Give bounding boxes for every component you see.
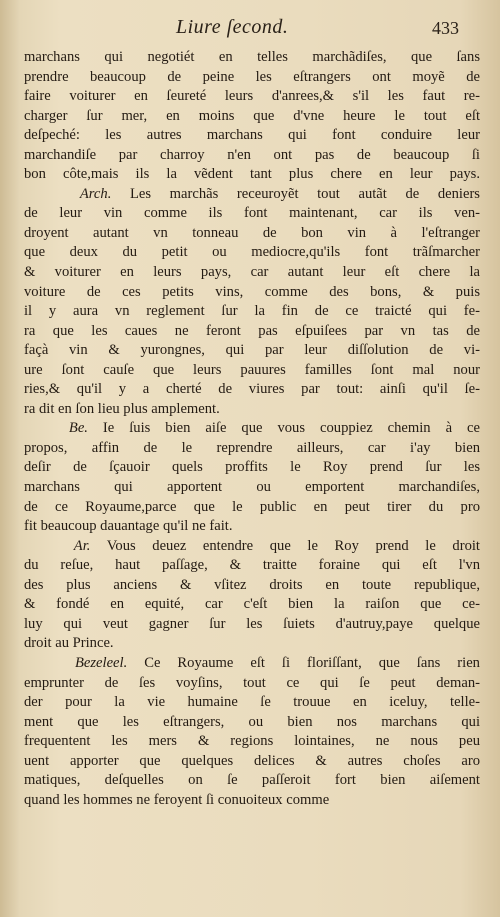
line-text: deſpeché: les autres marchans qui font conduire leur: [24, 127, 480, 144]
text-line: [24, 634, 480, 654]
text-line: [24, 107, 480, 127]
text-line: [24, 771, 480, 791]
text-line: [24, 87, 480, 107]
line-text: marchans qui negotiét en telles marchãdiſes, que ſans: [24, 49, 480, 65]
text-line: [24, 68, 480, 88]
line-text: ra que les caues ne feront pas eſpuiſees par vn tas de: [24, 322, 480, 339]
text-line: [24, 732, 480, 752]
text-line: [24, 556, 480, 576]
line-text: quand les hommes ne feroyent ſi conuoiteux comme: [24, 791, 330, 808]
line-text: frequentent les mers & regions lointaines, ne nous peu: [24, 733, 480, 750]
line-text: uent apporter que quelques delices & autres choſes aro: [24, 752, 480, 769]
line-text: des plus anciens & vſitez droits en toute republique,: [24, 576, 480, 593]
page-number: 433: [432, 18, 459, 38]
line-text: de ce Royaume,parce que le public en peut tirer du pro: [24, 498, 480, 515]
text-line: [24, 674, 480, 694]
line-text: que deux du petit ou mediocre,qu'ils font trãſmarcher: [24, 244, 480, 261]
line-text: droyent autant vn tonneau de bon vin à l'eſtranger: [24, 224, 480, 241]
line-text: prendre beaucoup de peine les eſtrangers ont moyẽ de: [24, 68, 480, 85]
line-text: il y aura vn reglement ſur la fin de ce traicté qui fe-: [24, 303, 480, 320]
text-line: [24, 713, 480, 733]
line-text: droit au Prince.: [24, 635, 114, 652]
line-text: & fondé en equité, car c'eſt bien la raiſon que ce-: [24, 596, 480, 613]
text-line: [24, 458, 480, 478]
speaker-label: Ar.: [24, 537, 91, 554]
text-line: [24, 419, 480, 439]
text-line: [24, 224, 480, 244]
text-line: [24, 537, 480, 557]
line-text: Vous deuez entendre que le Roy prend le droit: [90, 537, 480, 554]
line-text: marchandiſe par charroy n'en ont pas de beaucoup ſi: [24, 146, 480, 163]
text-line: [24, 400, 480, 420]
text-line: [24, 204, 480, 224]
text-line: [24, 752, 480, 772]
page-header: [0, 16, 500, 44]
line-text: Les marchãs receuroyẽt tout autãt de deniers: [111, 185, 480, 202]
text-line: [24, 517, 480, 537]
line-text: ure ſont cauſe que leurs pauures familles ſont mal nour: [24, 361, 480, 378]
text-line: [24, 146, 480, 166]
text-line: [24, 302, 480, 322]
text-line: [24, 439, 480, 459]
text-line: [24, 693, 480, 713]
speaker-label: Arch.: [24, 185, 112, 202]
text-line: [24, 165, 480, 185]
line-text: faire voiturer en ſeureté leurs d'anrees,& s'il les faut re-: [24, 88, 480, 105]
line-text: du reſue, haut paſſage, & traitte foraine qui eſt l'vn: [24, 557, 480, 574]
text-line: [24, 654, 480, 674]
text-line: [24, 791, 480, 811]
text-line: [24, 615, 480, 635]
line-text: luy qui veut gagner ſur les ſuiets d'autruy,paye quelque: [24, 615, 480, 632]
text-line: [24, 185, 480, 205]
text-line: [24, 283, 480, 303]
speaker-label: Bezeleel.: [24, 654, 128, 671]
text-line: [24, 341, 480, 361]
text-line: [24, 498, 480, 518]
line-text: Ie ſuis bien aiſe que vous couppiez chemin à ce: [87, 420, 480, 437]
line-text: ries,& qu'il y a cherté de viures par tout: ainſi qu'il ſe-: [24, 381, 480, 398]
text-line: [24, 243, 480, 263]
line-text: der pour la vie humaine ſe trouue en iceluy, telle-: [24, 694, 480, 711]
text-line: [24, 263, 480, 283]
line-text: emprunter de ſes voyſins, tout ce qui ſe peut deman-: [24, 674, 480, 691]
line-text: Ce Royaume eſt ſi floriſſant, que ſans rien: [127, 654, 480, 671]
line-text: voiture de ces petits vins, comme des bons, & puis: [24, 283, 480, 300]
text-line: [24, 361, 480, 381]
line-text: matiques, deſquelles on ſe paſſeroit fort bien aiſement: [24, 772, 480, 789]
text-line: [24, 126, 480, 146]
line-text: fit beaucoup dauantage qu'il ne fait.: [24, 518, 233, 535]
line-text: ment que les eſtrangers, ou bien nos marchans qui: [24, 713, 480, 730]
text-line: [24, 478, 480, 498]
line-text: & voiturer en leurs pays, car autant leur eſt chere la: [24, 264, 480, 281]
text-line: [24, 322, 480, 342]
line-text: deſir de ſçauoir quels proffits le Roy prend ſur les: [24, 459, 480, 476]
text-line: [24, 595, 480, 615]
line-text: marchans qui apportent ou emportent marchandiſes,: [24, 479, 480, 496]
line-text: de leur vin comme ils font maintenant, car ils ven-: [24, 205, 480, 222]
body-text: [24, 48, 480, 810]
speaker-label: Be.: [24, 420, 88, 437]
text-line: [24, 48, 480, 68]
line-text: façà vin & yurongnes, qui par leur diſſolution de vi-: [24, 342, 480, 359]
running-title: Liure ſecond.: [176, 16, 289, 38]
text-line: [24, 576, 480, 596]
line-text: bon côte,mais ils la vẽdent tant plus chere en leur pays.: [24, 166, 480, 183]
text-line: [24, 380, 480, 400]
line-text: charger ſur mer, en moins que d'vne heure le tout eſt: [24, 107, 480, 124]
line-text: ra dit en ſon lieu plus amplement.: [24, 400, 220, 417]
line-text: propos, affin de le reprendre ailleurs, car i'ay bien: [24, 439, 480, 456]
